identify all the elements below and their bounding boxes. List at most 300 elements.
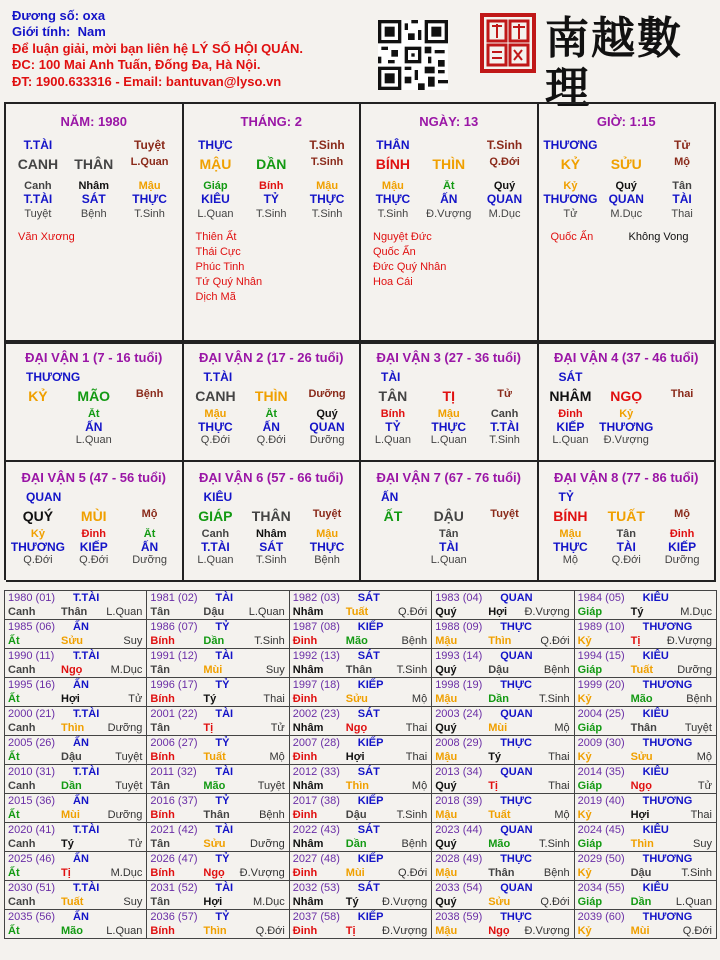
dai-van-stage-row-cell: Bệnh <box>314 554 340 566</box>
pillar-hidden-god-row-cell: KIÊU <box>201 192 230 206</box>
year-stem: Kỷ <box>577 925 592 937</box>
year-stage: Thai <box>263 693 285 705</box>
dai-van-stem-branch-row-cell: THÌN <box>254 388 288 404</box>
year-cell <box>575 910 717 939</box>
star-item: Dịch Mã <box>195 291 236 303</box>
year-god: TÀI <box>215 766 234 778</box>
year-stem: Bính <box>150 693 175 705</box>
dai-van-hidden-god-row-cell: SÁT <box>259 540 284 554</box>
year-stage: Q.Đới <box>255 925 285 937</box>
year-god: THỰC <box>500 621 532 633</box>
year-god: KIÊU <box>642 708 669 720</box>
year-stem: Tân <box>150 664 170 676</box>
dai-van-stage-row <box>539 434 715 446</box>
dai-van-stem-branch-row-cell: NGỌ <box>610 388 643 404</box>
year-cell <box>147 823 289 852</box>
year-branch: Tị <box>61 867 71 879</box>
year-branch: Tuất <box>203 751 226 763</box>
dai-van-stage-row <box>184 434 360 446</box>
year-branch: Sửu <box>203 838 226 850</box>
year-stage: Thai <box>548 751 570 763</box>
year-stage: Suy <box>123 635 143 647</box>
pillar-hidden-god-row-cell: SÁT <box>81 192 106 206</box>
dai-van-hidden-god-row-cell: THƯƠNG <box>10 540 65 554</box>
year-cell <box>290 881 432 910</box>
year-label: 2032 (53) <box>292 882 340 894</box>
year-stage: Bệnh <box>259 809 285 821</box>
year-branch: Sửu <box>345 693 368 705</box>
dai-van-cell <box>184 342 362 462</box>
year-branch: Thìn <box>488 635 512 647</box>
year-branch: Sửu <box>630 751 653 763</box>
year-god: T.TÀI <box>73 592 100 604</box>
year-god: TỶ <box>215 911 230 923</box>
so-value: oxa <box>82 8 106 23</box>
pillar-stage-row-cell: T.Sinh <box>311 208 343 220</box>
year-god: ẤN <box>73 737 89 749</box>
year-label: 2026 (47) <box>150 853 198 865</box>
year-stage: T.Sinh <box>539 693 570 705</box>
year-cell <box>432 910 574 939</box>
dai-van-stage-row-cell: L.Quan <box>197 554 234 566</box>
year-label: 2009 (30) <box>577 737 625 749</box>
year-label: 2030 (51) <box>8 882 56 894</box>
dai-van-title: ĐẠI VẬN 1 (7 - 16 tuổi) <box>25 350 163 365</box>
pillar-stem-branch-row-cell: BÍNH <box>375 156 411 172</box>
dai-van-stage-row-cell: T.Sinh <box>489 434 520 446</box>
year-cell <box>147 620 289 649</box>
year-stage: Thai <box>690 809 712 821</box>
year-branch: Ngọ <box>61 664 83 676</box>
dai-van-stem-branch-row-cell: THÂN <box>251 508 291 524</box>
dai-van-hidden-stem-row-cell <box>477 528 533 540</box>
pillar-hidden-stem-row-cell: Ất <box>442 180 455 192</box>
year-stem: Bính <box>150 925 175 937</box>
dai-van-hidden-god-row-cell: QUAN <box>309 420 345 434</box>
year-branch: Ngọ <box>630 780 652 792</box>
year-stem: Ất <box>8 925 20 937</box>
dai-van-stem-branch-row-cell: GIÁP <box>198 508 233 524</box>
dai-van-hidden-god-row-cell: THỰC <box>309 540 345 554</box>
year-label: 2020 (41) <box>8 824 56 836</box>
year-branch: Ngọ <box>203 867 225 879</box>
pillar-cell <box>6 104 184 344</box>
pillar-title: NĂM: 1980 <box>60 114 127 129</box>
pillar-hidden-stem-row-cell: Quý <box>493 180 516 192</box>
pillar-stem-branch-row <box>184 156 360 172</box>
dai-van-hidden-stem-row-cell: Tân <box>616 528 637 540</box>
pillar-hidden-god-row-cell: ẤN <box>440 192 458 206</box>
pillar-stage-row-cell: Thai <box>671 208 693 220</box>
year-branch: Sửu <box>488 896 511 908</box>
year-stage: T.Sinh <box>396 809 428 821</box>
year-cell <box>290 852 432 881</box>
pillar-god-row-cell: THƯƠNG <box>543 138 598 152</box>
year-label: 2004 (25) <box>577 708 625 720</box>
year-cell <box>432 852 574 881</box>
year-cell <box>147 736 289 765</box>
dai-van-stage-row-cell <box>654 434 710 446</box>
year-cell <box>432 678 574 707</box>
year-branch: Thìn <box>345 780 370 792</box>
year-label: 2015 (36) <box>8 795 56 807</box>
year-cell <box>290 591 432 620</box>
dai-van-hidden-stem-row-cell: Bính <box>380 408 406 420</box>
year-stage: Suy <box>693 838 712 850</box>
year-label: 1983 (04) <box>435 592 483 604</box>
dai-van-god: THƯƠNG <box>26 370 81 384</box>
pillar-hidden-god-row-cell: TÀI <box>672 192 692 206</box>
dai-van-stage-row-cell <box>10 434 66 446</box>
star-item: Phúc Tinh <box>195 261 245 273</box>
yearly-table <box>4 590 717 939</box>
contact-address: ĐC: 100 Mai Anh Tuấn, Đống Đa, Hà Nội. <box>12 57 261 73</box>
year-branch: Dậu <box>203 606 225 618</box>
pillar-cell <box>184 104 362 344</box>
dai-van-stage-row <box>184 554 360 566</box>
year-stem: Kỷ <box>577 635 592 647</box>
year-stage: Q.Đới <box>540 635 570 647</box>
year-god: SÁT <box>357 592 380 604</box>
year-god: KIẾP <box>357 911 384 923</box>
year-stem: Nhâm <box>292 896 324 908</box>
year-god: ẤN <box>73 679 89 691</box>
dai-van-hidden-god-row-cell: KIẾP <box>79 540 108 554</box>
year-stage: Mộ <box>411 693 428 705</box>
year-cell <box>432 823 574 852</box>
pillar-stage-row-cell: Tử <box>563 208 578 220</box>
year-cell <box>290 620 432 649</box>
year-god: THƯƠNG <box>642 737 693 749</box>
year-stem: Quý <box>435 606 457 618</box>
year-branch: Thân <box>61 606 88 618</box>
year-stem: Mậu <box>435 867 458 879</box>
year-stage: Mộ <box>696 751 712 763</box>
year-stem: Đinh <box>292 751 318 763</box>
year-stem: Tân <box>150 606 170 618</box>
pillar-god-row <box>361 138 537 152</box>
year-stem: Canh <box>8 896 36 908</box>
star-item: Nguyệt Đức <box>373 231 432 243</box>
dai-van-stem-branch-row-cell: ẤT <box>383 508 403 524</box>
dai-van-hidden-stem-row-cell: Ất <box>87 408 100 420</box>
year-god: THƯƠNG <box>642 679 693 691</box>
pillar-hidden-god-row-cell: TỶ <box>263 192 279 206</box>
dai-van-hidden-god-row-cell: ẤN <box>262 420 280 434</box>
dai-van-stage-row <box>361 554 537 566</box>
year-cell <box>5 765 147 794</box>
dai-van-hidden-stem-row-cell: Kỷ <box>619 408 634 420</box>
pillar-stem-branch-row-cell: CANH <box>17 156 59 172</box>
dai-van-cell <box>539 342 717 462</box>
year-god: KIẾP <box>357 795 384 807</box>
pillar-stem-branch-row-cell: SỬU <box>610 156 642 172</box>
year-cell <box>575 591 717 620</box>
year-branch: Tý <box>61 838 74 850</box>
dai-van-stem-branch-row <box>6 388 182 404</box>
dai-van-god: TỶ <box>558 490 574 504</box>
year-cell <box>5 852 147 881</box>
year-stage: M.Dục <box>253 896 285 908</box>
dai-van-hidden-god-row-cell: THƯƠNG <box>599 420 654 434</box>
year-label: 1990 (11) <box>8 650 55 662</box>
pillar-stage-row <box>184 208 360 220</box>
year-label: 2012 (33) <box>292 766 340 778</box>
year-stage: Tuyệt <box>115 780 143 792</box>
dai-van-stem-branch-row-cell: BÍNH <box>553 508 588 524</box>
year-cell <box>290 794 432 823</box>
year-cell <box>432 649 574 678</box>
year-label: 2000 (21) <box>8 708 56 720</box>
year-god: SÁT <box>357 824 380 836</box>
pillar-hidden-stem-row-cell: Canh <box>24 180 52 192</box>
dai-van-stage-row-cell: Dưỡng <box>664 554 700 566</box>
year-stage: T.Sinh <box>539 838 570 850</box>
year-god: QUAN <box>500 882 533 894</box>
star-item: Quốc Ấn <box>373 246 416 258</box>
dai-van-hidden-god-row-cell: KIẾP <box>556 420 585 434</box>
pillar-god-row-cell: THÂN <box>376 138 410 152</box>
year-branch: Thân <box>203 809 230 821</box>
year-branch: Tuất <box>345 606 369 618</box>
dai-van-hidden-stem-row-cell: Quý <box>316 408 338 420</box>
star-item-right: Không Vong <box>628 231 689 243</box>
year-stem: Mậu <box>435 635 458 647</box>
year-label: 2005 (26) <box>8 737 56 749</box>
star-item: Thái Cực <box>195 246 241 258</box>
year-branch: Dần <box>61 780 82 792</box>
year-label: 1993 (14) <box>435 650 483 662</box>
star-item: Thiên Ất <box>195 231 237 243</box>
year-stem: Giáp <box>577 664 603 676</box>
dai-van-hidden-stem-row <box>184 408 360 420</box>
year-stage: Tuyệt <box>684 722 712 734</box>
pillar-stage-row-cell: M.Dục <box>488 208 521 220</box>
year-stage: Đ.Vượng <box>524 606 570 618</box>
year-branch: Mão <box>630 693 653 705</box>
year-stage: Q.Đới <box>397 867 428 879</box>
year-god: THỰC <box>500 679 532 691</box>
year-cell <box>575 881 717 910</box>
year-branch: Mùi <box>61 809 80 821</box>
year-branch: Tuất <box>488 809 511 821</box>
year-god: THƯƠNG <box>642 911 693 923</box>
dai-van-stage-row-cell: T.Sinh <box>255 554 287 566</box>
year-stem: Giáp <box>577 838 603 850</box>
pillar-stage-row <box>361 208 537 220</box>
year-label: 2034 (55) <box>577 882 625 894</box>
year-stage: Đ.Vượng <box>382 896 428 908</box>
year-label: 2023 (44) <box>435 824 483 836</box>
year-god: THƯƠNG <box>642 795 693 807</box>
year-label: 2039 (60) <box>577 911 625 923</box>
dai-van-hidden-god-row-cell: TỶ <box>385 420 401 434</box>
year-label: 1992 (13) <box>292 650 340 662</box>
year-label: 2031 (52) <box>150 882 198 894</box>
dai-van-title: ĐẠI VẬN 7 (67 - 76 tuổi) <box>376 470 521 485</box>
dai-van-hidden-stem-row <box>539 528 715 540</box>
four-pillars-grid <box>4 102 716 342</box>
year-stem: Canh <box>8 838 36 850</box>
year-branch: Dậu <box>488 664 509 676</box>
pillar-god-row-cell <box>421 138 477 152</box>
year-stem: Kỷ <box>577 867 592 879</box>
year-label: 2008 (29) <box>435 737 483 749</box>
dai-van-hidden-stem-row-cell: Đinh <box>558 408 583 420</box>
dai-van-hidden-stem-row-cell: Canh <box>201 528 230 540</box>
year-branch: Tý <box>345 896 359 908</box>
pillar-title: THÁNG: 2 <box>240 114 302 129</box>
dai-van-hidden-god-row-cell: T.TÀI <box>201 540 230 554</box>
dai-van-stem-branch-row-cell: TỊ <box>442 388 455 404</box>
year-stem: Mậu <box>435 925 458 937</box>
pillar-cell <box>539 104 717 344</box>
dai-van-hidden-stem-row-cell <box>122 408 178 420</box>
dai-van-hidden-stem-row-cell: Mậu <box>204 408 227 420</box>
year-god: KIẾP <box>357 853 384 865</box>
year-cell <box>575 823 717 852</box>
dai-van-stem-branch-row-cell: MÃO <box>77 388 111 404</box>
year-branch: Tị <box>488 780 498 792</box>
dai-van-hidden-stem-row-cell: Ất <box>143 528 156 540</box>
year-god: QUAN <box>500 766 533 778</box>
year-branch: Mùi <box>345 867 365 879</box>
year-god: TỶ <box>215 853 230 865</box>
dai-van-stem-branch-row-cell: TÂN <box>378 388 408 404</box>
year-branch: Dần <box>630 896 652 908</box>
year-stage: Tử <box>270 722 285 734</box>
dai-van-hidden-stem-row-cell: Kỷ <box>30 528 45 540</box>
year-god: QUAN <box>500 708 533 720</box>
header-info <box>12 8 303 90</box>
year-stem: Đinh <box>292 809 318 821</box>
dai-van-hidden-god-row-cell: TÀI <box>439 540 459 554</box>
year-stem: Giáp <box>577 722 603 734</box>
dai-van-cell <box>361 342 539 462</box>
dai-van-stem-branch-row-cell: Tử <box>497 388 512 400</box>
year-stage: L.Quan <box>675 896 712 908</box>
year-label: 2013 (34) <box>435 766 483 778</box>
pillar-hidden-god-row <box>6 192 182 206</box>
year-stage: M.Dục <box>110 867 143 879</box>
dai-van-stage-row-cell: L.Quan <box>552 434 589 446</box>
star-item: Đức Quý Nhân <box>373 261 447 273</box>
dai-van-title: ĐẠI VẬN 8 (77 - 86 tuổi) <box>554 470 699 485</box>
year-cell <box>5 823 147 852</box>
dai-van-stem-branch-row-cell: DẬU <box>433 508 464 524</box>
year-cell <box>5 736 147 765</box>
year-cell <box>5 678 147 707</box>
year-stem: Mậu <box>435 751 458 763</box>
dai-van-hidden-stem-row-cell: Nhâm <box>255 528 287 540</box>
pillar-stage-row-cell: M.Dục <box>610 208 643 220</box>
year-god: SÁT <box>357 766 380 778</box>
year-cell <box>432 765 574 794</box>
pillar-hidden-stem-row-cell: Bính <box>259 180 284 192</box>
year-god: THỰC <box>500 911 532 923</box>
year-stage: Q.Đới <box>397 606 428 618</box>
year-stage: M.Dục <box>110 664 143 676</box>
year-label: 1994 (15) <box>577 650 625 662</box>
pillar-stem-branch-row-cell: DẦN <box>256 156 287 172</box>
dai-van-stem-branch-row-cell: Dưỡng <box>308 388 346 400</box>
pillar-hidden-stem-row-cell: Mậu <box>381 180 404 192</box>
pillar-stem-branch-row <box>539 156 715 172</box>
pillar-hidden-god-row-cell: QUAN <box>608 192 644 206</box>
dai-van-stem-branch-row-cell: CANH <box>195 388 236 404</box>
dai-van-hidden-god-row <box>184 420 360 434</box>
year-god: SÁT <box>357 650 380 662</box>
year-branch: Hợi <box>488 606 508 618</box>
year-branch: Mão <box>488 838 511 850</box>
year-cell <box>147 881 289 910</box>
year-stem: Giáp <box>577 780 603 792</box>
year-branch: Dần <box>345 838 367 850</box>
pillar-stem-branch-row-cell: KỶ <box>560 156 581 172</box>
pillar-hidden-god-row-cell: THỰC <box>375 192 411 206</box>
dai-van-god: ẤN <box>381 490 399 504</box>
dai-van-stem-branch-row <box>539 508 715 524</box>
year-stage: T.Sinh <box>396 664 428 676</box>
year-stem: Canh <box>8 722 36 734</box>
year-label: 1998 (19) <box>435 679 483 691</box>
pillar-stem-branch-row-cell: T.Sinh <box>310 156 344 168</box>
dai-van-stem-branch-row <box>361 388 537 404</box>
contact-phone-email: ĐT: 1900.633316 - Email: bantuvan@lyso.vn <box>12 73 282 89</box>
year-stage: Tử <box>128 838 143 850</box>
dai-van-hidden-stem-row <box>361 528 537 540</box>
year-label: 1982 (03) <box>292 592 340 604</box>
dai-van-hidden-stem-row <box>6 528 182 540</box>
year-god: ẤN <box>73 621 89 633</box>
year-branch: Thìn <box>203 925 227 937</box>
year-cell <box>147 707 289 736</box>
pillar-god-row-cell <box>66 138 122 152</box>
pillar-hidden-stem-row-cell: Quý <box>615 180 637 192</box>
year-god: KIẾP <box>357 737 384 749</box>
year-god: THỰC <box>500 853 532 865</box>
dai-van-stage-row <box>6 554 182 566</box>
year-branch: Tý <box>488 751 502 763</box>
year-cell <box>5 620 147 649</box>
dai-van-hidden-god-row <box>539 540 715 554</box>
pillar-stem-branch-row-cell: THÂN <box>74 156 114 172</box>
dai-van-hidden-god-row-cell <box>122 420 178 434</box>
year-stem: Mậu <box>435 809 458 821</box>
year-stem: Quý <box>435 896 457 908</box>
pillar-hidden-stem-row <box>539 180 715 192</box>
year-stem: Kỷ <box>577 809 592 821</box>
pillar-hidden-stem-row-cell: Kỷ <box>563 180 578 192</box>
red-seal-stamp-icon <box>479 12 537 74</box>
dai-van-god: T.TÀI <box>203 370 233 384</box>
pillar-hidden-stem-row <box>184 180 360 192</box>
year-cell <box>5 794 147 823</box>
year-label: 1996 (17) <box>150 679 198 691</box>
year-stem: Đinh <box>292 925 318 937</box>
year-branch: Mùi <box>488 722 508 734</box>
pillar-hidden-stem-row <box>6 180 182 192</box>
year-stage: Thai <box>548 780 570 792</box>
year-label: 2001 (22) <box>150 708 198 720</box>
year-god: QUAN <box>500 650 533 662</box>
year-god: ẤN <box>73 795 89 807</box>
dai-van-cell <box>361 462 539 582</box>
year-branch: Mùi <box>630 925 650 937</box>
pillar-hidden-god-row-cell: THỰC <box>132 192 167 206</box>
year-cell <box>432 620 574 649</box>
year-stage: Mộ <box>411 780 428 792</box>
